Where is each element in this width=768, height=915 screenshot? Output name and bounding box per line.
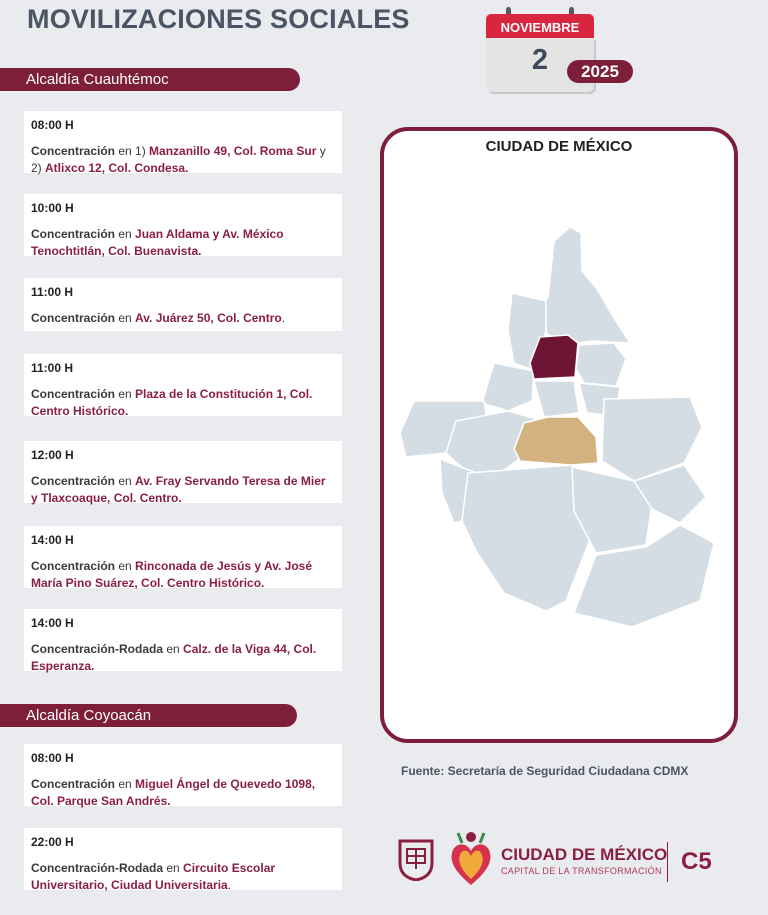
event-card [24,609,342,671]
footer-divider [667,842,668,882]
event-time: 10:00 H [31,201,74,215]
event-card [24,278,342,331]
event-location: Circuito Escolar Universitario, Ciudad Universitaria [31,861,276,892]
c5-logo: C5 [681,848,712,875]
cdmx-map [384,131,734,739]
event-time: 14:00 H [31,616,74,630]
event-description [31,143,334,177]
event-location: Rinconada de Jesús y Av. José María Pino Suárez, Col. Centro Histórico. [31,559,312,590]
event-connector: . [281,311,286,325]
event-type: Concentración [31,144,116,158]
event-time: 14:00 H [31,533,74,547]
event-time: 08:00 H [31,118,74,132]
event-description [31,641,334,675]
alcaldia-venustiano-carranza [576,343,626,386]
event-location: Av. Juárez 50, Col. Centro [135,311,282,325]
calendar-month: NOVIEMBRE [486,14,594,38]
event-location: Calz. de la Viga 44, Col. Esperanza. [31,642,317,673]
map-title: CIUDAD DE MÉXICO [485,138,633,155]
heart-logo-icon [448,829,494,887]
event-location: Av. Fray Servando Teresa de Mier y Tlaxcoaque, Col. Centro. [31,474,326,505]
event-card [24,194,342,256]
event-time: 22:00 H [31,835,74,849]
event-type: Concentración [31,474,116,488]
event-type: Concentración-Rodada [31,642,164,656]
event-card [24,441,342,503]
alcaldia-gustavo-a-madero [534,227,630,346]
event-description [31,558,334,592]
calendar-year: 2025 [567,60,633,83]
event-card [24,828,342,890]
event-card [24,744,342,806]
event-connector: en [115,777,136,791]
event-connector: en [163,861,184,875]
event-location: Manzanillo 49, Col. Roma Sur [149,144,317,158]
event-connector: en [163,642,184,656]
brand-tagline: CAPITAL DE LA TRANSFORMACIÓN [501,866,662,876]
event-location: Miguel Ángel de Quevedo 1098, Col. Parque San Andrés. [31,777,316,808]
event-connector: en [115,227,136,241]
event-connector: en [115,559,136,573]
event-description [31,473,334,507]
event-description [31,226,334,260]
event-connector: y 2) [31,144,326,175]
event-connector: en [115,474,136,488]
event-type: Concentración [31,311,116,325]
event-type: Concentración [31,777,116,791]
event-type: Concentración [31,387,116,401]
event-connector: . [227,878,232,892]
event-time: 08:00 H [31,751,74,765]
source-text: Fuente: Secretaría de Seguridad Ciudadana CDMX [401,764,689,778]
alcaldia-miguel-hidalgo [482,363,534,411]
event-time: 12:00 H [31,448,74,462]
coat-of-arms-icon [398,839,434,881]
event-card [24,526,342,588]
event-location: Plaza de la Constitución 1, Col. Centro Histórico. [31,387,313,418]
section-header: Alcaldía Cuauhtémoc [0,68,300,91]
alcaldia-coyoacan [514,417,598,465]
event-connector: en 1) [115,144,150,158]
event-time: 11:00 H [31,361,74,375]
event-connector: en [115,387,136,401]
alcaldia-benito-juarez [534,381,579,417]
event-connector: en [115,311,136,325]
map-panel [380,127,738,743]
event-card [24,111,342,173]
event-time: 11:00 H [31,285,74,299]
event-type: Concentración [31,227,116,241]
page-title: MOVILIZACIONES SOCIALES [27,4,410,34]
event-type: Concentración [31,559,116,573]
event-location: Juan Aldama y Av. México Tenochtitlán, Col. Buenavista. [31,227,284,258]
event-description [31,860,334,894]
event-description [31,310,334,327]
event-location: Atlixco 12, Col. Condesa. [45,161,189,175]
event-type: Concentración-Rodada [31,861,164,875]
event-description [31,386,334,420]
calendar-day: 2 [531,44,549,76]
event-card [24,354,342,416]
brand-name: CIUDAD DE MÉXICO [501,845,668,864]
event-description [31,776,334,810]
section-header: Alcaldía Coyoacán [0,704,297,727]
